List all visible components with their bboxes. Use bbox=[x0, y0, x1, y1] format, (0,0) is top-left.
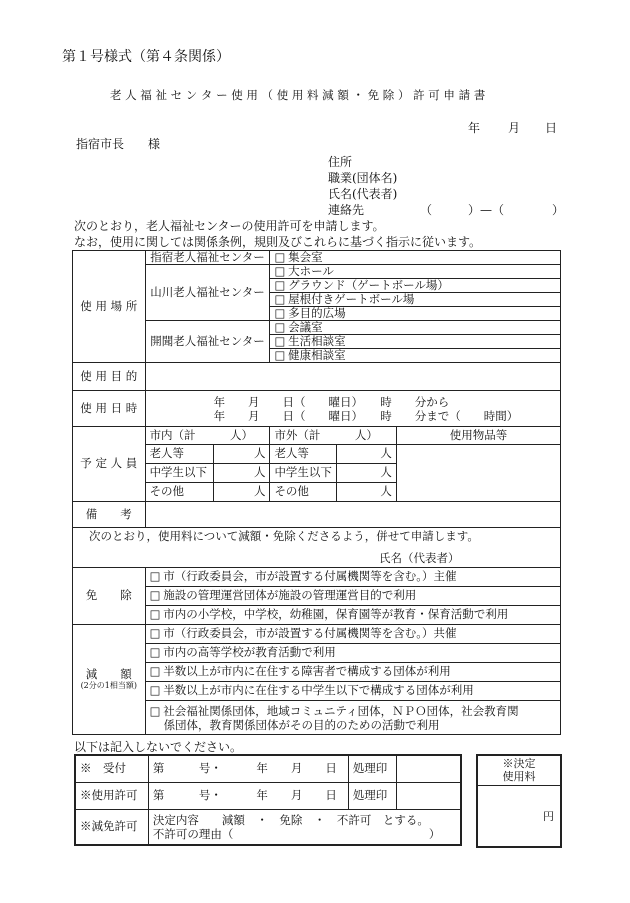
row-label: 中学生以下 bbox=[270, 464, 337, 483]
decision-field[interactable]: 決定内容 減額 ・ 免除 ・ 不許可 とする。 不許可の理由（ ） bbox=[148, 809, 461, 845]
room-option[interactable]: □ 会議室 bbox=[270, 321, 561, 335]
usage-purpose-field[interactable] bbox=[145, 363, 560, 391]
applicant-address-label: 住所 bbox=[328, 155, 353, 169]
date-month: 月 bbox=[508, 121, 521, 135]
reduction-note: (2分の1相当額) bbox=[80, 681, 137, 691]
exemption-label: 免 除 bbox=[73, 568, 146, 625]
checkbox-icon[interactable]: □ bbox=[149, 645, 161, 660]
count-field[interactable]: 人 bbox=[336, 445, 396, 464]
count-field[interactable]: 人 bbox=[213, 464, 270, 483]
usage-datetime-label: 使 用 日 時 bbox=[73, 391, 146, 427]
form-number: 第１号様式（第４条関係） bbox=[62, 49, 230, 65]
reduction-option[interactable]: □ 半数以上が市内に在住する中学生以下で構成する団体が利用 bbox=[145, 682, 560, 701]
fee-label-1: ※決定 bbox=[502, 757, 536, 770]
receipt-label: ※ 受付 bbox=[75, 755, 148, 782]
exemption-option[interactable]: □ 市内の小学校，中学校，幼稚園，保育園等が教育・保育活動で利用 bbox=[145, 606, 560, 625]
row-label: その他 bbox=[270, 483, 337, 502]
date-day: 日 bbox=[545, 121, 558, 135]
items-field[interactable] bbox=[396, 445, 560, 502]
people-label: 予 定 人 員 bbox=[73, 427, 146, 502]
room-option[interactable]: □ 集会室 bbox=[270, 251, 561, 265]
fee-yen: 円 bbox=[543, 810, 554, 823]
permit-seal-label: 処理印 bbox=[348, 782, 396, 809]
permit-seal-field[interactable] bbox=[396, 782, 461, 809]
facility-yamakawa: 山川老人福祉センター bbox=[145, 265, 270, 321]
receipt-seal-field[interactable] bbox=[396, 755, 461, 782]
intro-line-1: 次のとおり，老人福祉センターの使用許可を申請します。 bbox=[74, 219, 385, 233]
remarks-label: 備 考 bbox=[73, 502, 146, 528]
permit-number-field[interactable]: 第 号・ 年 月 日 bbox=[148, 782, 348, 809]
checkbox-icon[interactable]: □ bbox=[149, 607, 161, 622]
applicant-name-label: 氏名(代表者) bbox=[328, 187, 398, 201]
count-field[interactable]: 人 bbox=[213, 483, 270, 502]
application-table bbox=[72, 250, 561, 735]
checkbox-icon[interactable]: □ bbox=[149, 626, 161, 641]
reduction-label: 減 額 (2分の1相当額) bbox=[73, 625, 146, 735]
fee-label-2: 使用料 bbox=[502, 770, 536, 783]
applicant-occupation-label: 職業(団体名) bbox=[328, 171, 398, 185]
city-in-header: 市内（計 人） bbox=[145, 427, 270, 445]
room-option[interactable]: □ グラウンド（ゲートボール場） bbox=[270, 279, 561, 293]
applicant-contact-format: （ ）—（ ） bbox=[420, 203, 565, 217]
usage-datetime-field[interactable] bbox=[145, 391, 560, 427]
facility-ibusuki: 指宿老人福祉センター bbox=[145, 251, 270, 265]
reduction-option[interactable]: □ 市（行政委員会，市が設置する付属機関等を含む。）共催 bbox=[145, 625, 560, 644]
count-field[interactable]: 人 bbox=[336, 464, 396, 483]
room-option[interactable]: □ 生活相談室 bbox=[270, 335, 561, 349]
city-out-header: 市外（計 人） bbox=[270, 427, 396, 445]
checkbox-icon[interactable]: □ bbox=[149, 569, 161, 584]
reduction-option[interactable]: □ 市内の高等学校が教育活動で利用 bbox=[145, 644, 560, 663]
exemption-option[interactable]: □ 市（行政委員会，市が設置する付属機関等を含む。）主催 bbox=[145, 568, 560, 587]
count-field[interactable]: 人 bbox=[213, 445, 270, 464]
office-note: 以下は記入しないでください。 bbox=[74, 740, 243, 754]
datetime-from: 年 月 日（ 曜日） 時 分から bbox=[213, 394, 450, 409]
checkbox-icon[interactable]: □ bbox=[149, 683, 161, 698]
checkbox-icon[interactable]: □ bbox=[149, 703, 161, 718]
usage-place-label: 使 用 場 所 bbox=[73, 251, 146, 363]
reduction-option[interactable]: □ 社会福祉関係団体，地域コミュニティ団体，ＮＰＯ団体，社会教育関 係団体，教育関係団体がその目的のための活動で利用 bbox=[145, 701, 560, 735]
permit-label: ※使用許可 bbox=[75, 782, 148, 809]
datetime-to: 年 月 日（ 曜日） 時 分まで（ 時間） bbox=[213, 408, 519, 423]
checkbox-icon[interactable]: □ bbox=[274, 263, 286, 278]
checkbox-icon[interactable]: □ bbox=[274, 277, 286, 292]
row-label: 老人等 bbox=[145, 445, 213, 464]
room-option[interactable]: □ 多目的広場 bbox=[270, 307, 561, 321]
checkbox-icon[interactable]: □ bbox=[149, 588, 161, 603]
receipt-seal-label: 処理印 bbox=[348, 755, 396, 782]
row-label: 老人等 bbox=[270, 445, 337, 464]
items-header: 使用物品等 bbox=[396, 427, 560, 445]
intro-line-2: なお，使用に関しては関係条例，規則及びこれらに基づく指示に従います。 bbox=[74, 235, 482, 249]
addressee: 指宿市長 様 bbox=[76, 137, 161, 151]
reduce-permit-label: ※減免許可 bbox=[75, 809, 148, 845]
facility-kaimon: 開聞老人福祉センター bbox=[145, 321, 270, 363]
reduction-name-label: 氏名（代表者） bbox=[379, 550, 460, 565]
checkbox-icon[interactable]: □ bbox=[274, 319, 286, 334]
fee-box bbox=[476, 754, 562, 848]
checkbox-icon[interactable]: □ bbox=[274, 347, 286, 362]
checkbox-icon[interactable]: □ bbox=[274, 305, 286, 320]
row-label: 中学生以下 bbox=[145, 464, 213, 483]
checkbox-icon[interactable]: □ bbox=[274, 291, 286, 306]
reduction-request: 次のとおり，使用料について減額・免除くださるよう，併せて申請します。 氏名（代表者） bbox=[73, 528, 561, 568]
usage-purpose-label: 使 用 目 的 bbox=[73, 363, 146, 391]
reduction-option[interactable]: □ 半数以上が市内に在住する障害者で構成する団体が利用 bbox=[145, 663, 560, 682]
page-title: 老 人 福 祉 セ ン タ ー 使 用 （ 使 用 料 減 額 ・ 免 除 ） 許 可 申 請 書 bbox=[110, 88, 486, 102]
checkbox-icon[interactable]: □ bbox=[274, 249, 286, 264]
room-option[interactable]: □ 大ホール bbox=[270, 265, 561, 279]
remarks-field[interactable] bbox=[145, 502, 560, 528]
exemption-option[interactable]: □ 施設の管理運営団体が施設の管理運営目的で利用 bbox=[145, 587, 560, 606]
applicant-contact-label: 連絡先 bbox=[328, 203, 365, 217]
checkbox-icon[interactable]: □ bbox=[274, 333, 286, 348]
office-table bbox=[74, 754, 462, 846]
row-label: その他 bbox=[145, 483, 213, 502]
date-year: 年 bbox=[468, 121, 481, 135]
checkbox-icon[interactable]: □ bbox=[149, 664, 161, 679]
room-option[interactable]: □ 健康相談室 bbox=[270, 349, 561, 363]
receipt-number-field[interactable]: 第 号・ 年 月 日 bbox=[148, 755, 348, 782]
room-option[interactable]: □ 屋根付きゲートボール場 bbox=[270, 293, 561, 307]
count-field[interactable]: 人 bbox=[336, 483, 396, 502]
